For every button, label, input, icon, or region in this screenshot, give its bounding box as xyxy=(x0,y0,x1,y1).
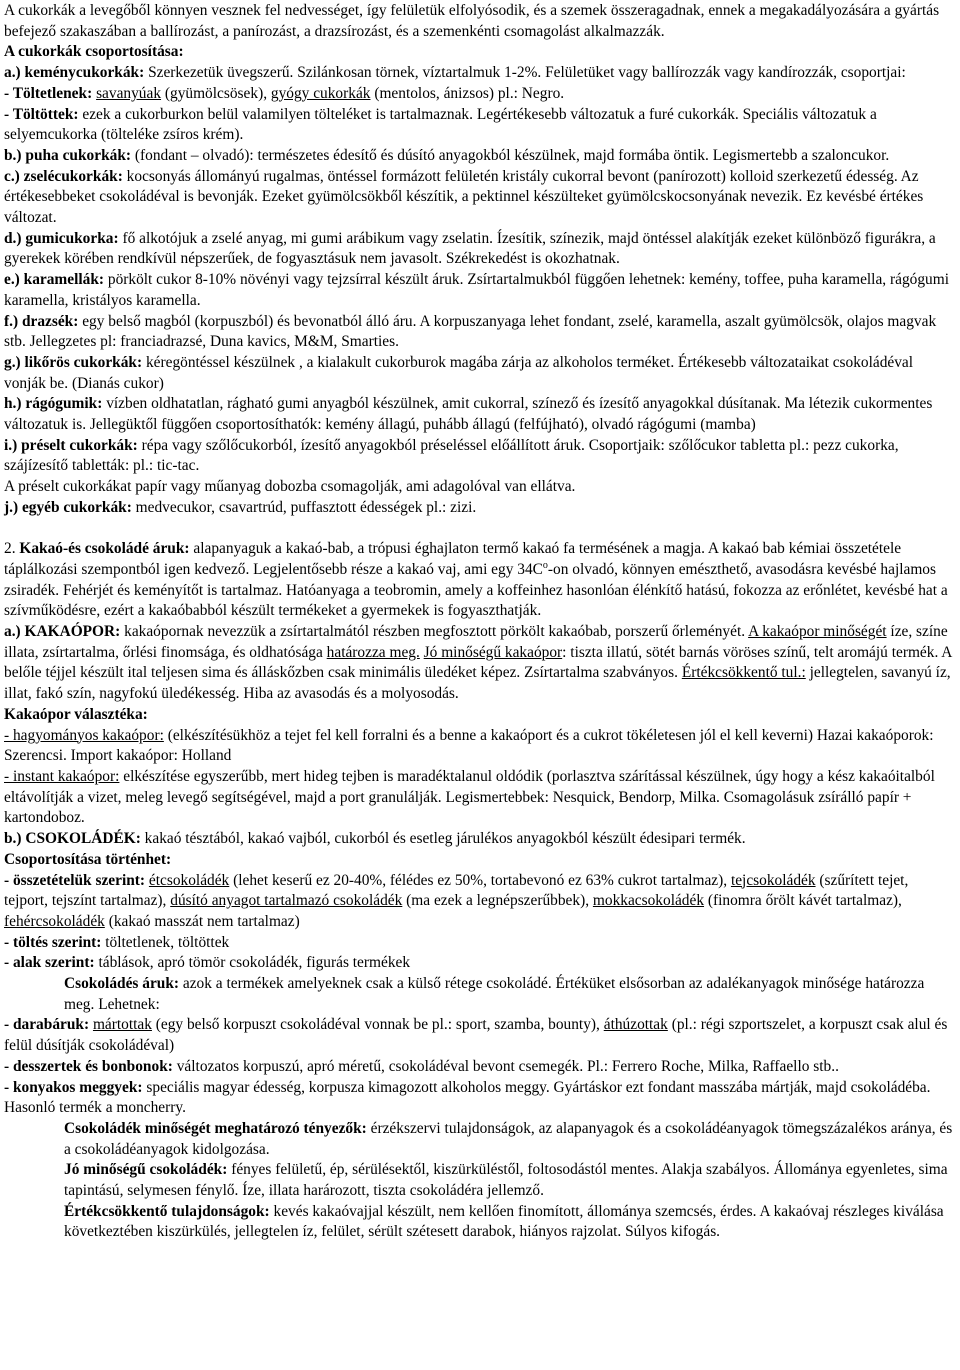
underlined-text: - instant kakaópor: xyxy=(4,768,120,785)
paragraph xyxy=(4,705,956,726)
text-run: (gyümölcsösek), xyxy=(161,84,271,102)
paragraph xyxy=(4,270,956,311)
bold-text: - alak szerint: xyxy=(4,954,95,972)
paragraph-gap xyxy=(4,519,956,540)
text-run: töltetlenek, töltöttek xyxy=(101,933,230,951)
text-run: azok a termékek amelyeknek csak a külső rétege csokoládé. Értéküket elsősorban az adalékanyagok minősége határozza meg. Lehetnek: xyxy=(64,975,925,1013)
underlined-text: mártottak xyxy=(92,1016,152,1034)
bold-text: - konyakos meggyek: xyxy=(4,1078,143,1096)
text-run: medvecukor, csavartrúd, puffasztott édességek pl.: zizi. xyxy=(131,498,477,516)
bold-text: b.) puha cukorkák: xyxy=(4,146,132,164)
text-run: elkészítése egyszerűbb, mert hideg tejben is maradéktalanul oldódik (porlasztva szárítással készülnek, úgy hogy a kész kakaóitalból eltávolítják a vizet, meleg levegő segítségével, majd a port granulálják. Legismertebbek: Nesquick, Bendorp, Milka. Csomagolásuk zsírálló papír + kartondoboz. xyxy=(4,768,935,827)
paragraph xyxy=(4,1202,956,1243)
text-run: kakaó tésztából, kakaó vajból, cukorból és esetleg járulékos anyagokból készült édesipari termék. xyxy=(140,830,746,848)
bold-text: d.) gumicukorka: xyxy=(4,229,119,247)
underlined-text: gyógy cukorkák xyxy=(270,84,371,102)
text-run: ezek a cukorburkon belül valamilyen tölteléket is tartalmaznak. Legértékesebb változatuk a furé cukorkák. Speciális változatuk a selyemcukorka (tölteléke zsíros krém). xyxy=(4,105,877,144)
text-run: (lehet keserű ez 20-40%, félédes ez 50%, tortabevonó ez 63% cukrot tartalmaz), xyxy=(229,871,731,889)
underlined-text: határozza meg. xyxy=(326,643,420,661)
bold-text: Csoportosítása történhet: xyxy=(4,850,172,868)
text-run: (szűrített tejet, tejport, tejszínt tartalmaz), xyxy=(4,871,909,910)
text-run: kocsonyás állományú rugalmas, öntéssel formázott felületén kristály cukorral bevont (panírozott) kolloid szerkezetű édesség. Az értékesebbeket csokoládéval is bevonják. Ezeket gyümölcsökből készítik, a pektinnel készülteket gyümölcskocsonyának nevezik. Ez kevésbé értékes változat. xyxy=(4,167,924,227)
text-run: (kakaó masszát nem tartalmaz) xyxy=(104,912,300,930)
underlined-text: - hagyományos kakaópor: xyxy=(4,726,164,744)
paragraph xyxy=(4,312,956,353)
underlined-text: fehércsokoládék xyxy=(4,912,105,930)
bold-text: Kakaópor választéka: xyxy=(4,705,148,723)
paragraph xyxy=(4,394,956,435)
underlined-text: A kakaópor minőségét xyxy=(748,623,887,641)
superscript-text: o xyxy=(542,559,548,571)
paragraph xyxy=(4,829,956,850)
paragraph xyxy=(4,1078,956,1119)
paragraph xyxy=(4,42,956,63)
bold-text: i.) préselt cukorkák: xyxy=(4,436,138,454)
underlined-text: tejcsokoládék xyxy=(730,871,816,889)
paragraph xyxy=(4,498,956,519)
text-run: (pl.: régi szportszelet, a korpuszt csak alul és felül dúsítják csokoládéval) xyxy=(4,1016,948,1055)
paragraph xyxy=(4,767,956,829)
underlined-text: savanyúak xyxy=(96,84,162,102)
text-run: pörkölt cukor 8-10% növényi vagy tejzsírral készült áruk. Zsírtartalmukból függően lehetnek: kemény, toffee, puha karamella, rágógumi karamella, kristályos karamella. xyxy=(4,271,949,309)
text-run: (elkészítésükhöz a tejet fel kell forralni és a benne a kakaóport és a cukrot tökéletesen jól el kell keverni) Hazai kakaóporok: Szerencsi. Import kakaópor: Holland xyxy=(4,726,934,765)
paragraph xyxy=(4,1,956,42)
text-run: kakaópornak nevezzük a zsírtartalmától részben megfosztott pörkölt kakaóbab, porszerű őrleményét. xyxy=(120,623,749,641)
bold-text: Kakaó-és csokoládé áruk: xyxy=(19,540,190,558)
text-run: (finomra őrölt kávét tartalmaz), xyxy=(704,892,902,910)
text-run: : tiszta illatú, sötét barnás vöröses színű, telt aromájú termék. A belőle téjjel készült ital teljesen sima és álláskőzben csak minimális üledéket képez. Zsírtartalma szabványos. xyxy=(4,643,952,682)
text-run: (ma ezek a legnépszerűbbek), xyxy=(402,892,593,910)
underlined-text: Jó minőségű kakaópor xyxy=(423,643,563,661)
paragraph xyxy=(4,146,956,167)
text-run: változatos korpuszú, apró méretű, csokoládéval bevont csemegék. Pl.: Ferrero Roche, Milka, Raffaello stb.. xyxy=(172,1057,839,1075)
text-run: egy belső magból (korpuszból) és bevonatból álló áru. A korpuszanyaga lehet fondant, zselé, karamella, aszalt gyümölcsök, olajos magvak stb. Jellegzetes pl: franciadrazsé, Duna kavics, M&M, Smarties. xyxy=(4,312,937,351)
underlined-text: Értékcsökkentő tul.: xyxy=(681,664,806,682)
paragraph xyxy=(4,1119,956,1160)
text-run: -on olvadó, könnyen emészthető, avasodásra kevésbé hajlamos zsiradék. Fehérjét és keményítőt is tartalmaz. Hatóanyaga a teobromin, amely a koffeinhez hasonlóan élénkítő hatású, fokozza az erőnlétet, kevésbé hat a szívműködésre, ezért a kakaóbabból készült termékeket a gyermekek is fogyaszthatják. xyxy=(4,560,948,620)
text-run: speciális magyar édesség, korpusza kimagozott alkoholos meggy. Gyártáskor ezt fondant masszába mártják, majd csokoládéba. Hasonló termék a moncherry. xyxy=(4,1078,931,1117)
text-run: alapanyaguk a kakaó-bab, a trópusi éghajlaton termő kakaó fa termésének a magja. A kakaó bab kémiai összetétele táplálkozási szempontból igen kedvező. Legjelentősebb része a kakaó vaj, ami egy 34C xyxy=(4,540,902,578)
paragraph xyxy=(4,229,956,270)
text-run: vízben oldhatatlan, rágható gumi anyagból készülnek, amit cukorral, színező és ízesítő anyagokkal dúsítanak. Ma létezik cukormentes változatuk is. Jellegüktől függően csoportosíthatók: kemény állagú, puhább állagú (felfújható), olvadó rágógumi (mamba) xyxy=(4,395,933,434)
bold-text: e.) karamellák: xyxy=(4,271,105,289)
text-run: kéregöntéssel készülnek , a kialakult cukorburok magába zárja az alkoholos terméket. Értékesebb változataikat csokoládéval vonják be. (Dianás cukor) xyxy=(4,353,914,392)
underlined-text: dúsító anyagot tartalmazó csokoládék xyxy=(170,892,403,910)
text-run: (fondant – olvadó): természetes édesítő és dúsító anyagokból készülnek, majd formába öntik. Legismertebb a szaloncukor. xyxy=(131,146,890,164)
bold-text: c.) zselécukorkák: xyxy=(4,167,123,185)
paragraph xyxy=(4,933,956,954)
paragraph xyxy=(4,539,956,622)
text-run: jellegtelen, savanyú íz, illat, fakó szín, nagyfokú üledékesség. Hiba az avasodás és a molyosodás. xyxy=(4,664,951,703)
bold-text: Jó minőségű csokoládék: xyxy=(64,1161,228,1179)
text-run: érzékszervi tulajdonságok, az alapanyagok és a csokoládéanyagok tömegszázalékos aránya, és a csokoládéanyagok kidolgozása. xyxy=(64,1119,953,1158)
bold-text: - töltés szerint: xyxy=(4,933,102,951)
text-run: A préselt cukorkákat papír vagy műanyag dobozba csomagolják, ami adagolóval van ellátva. xyxy=(4,478,576,496)
bold-text: h.) rágógumik: xyxy=(4,395,103,413)
bold-text: b.) CSOKOLÁDÉK: xyxy=(4,830,141,848)
bold-text: - desszertek és bonbonok: xyxy=(4,1057,173,1075)
text-run: táblások, apró tömör csokoládék, figurás termékek xyxy=(94,954,411,972)
paragraph xyxy=(4,436,956,477)
paragraph xyxy=(4,850,956,871)
text-run: (mentolos, ánizsos) pl.: Negro. xyxy=(370,84,565,102)
paragraph xyxy=(4,622,956,705)
paragraph xyxy=(4,871,956,933)
bold-text: - Töltöttek: xyxy=(4,105,79,123)
bold-text: j.) egyéb cukorkák: xyxy=(4,498,132,516)
bold-text: g.) likőrös cukorkák: xyxy=(4,353,143,371)
text-run: répa vagy szőlőcukorból, ízesítő anyagokból préseléssel előállított áruk. Csoportjaik: szőlőcukor tabletta pl.: pezz cukorka, szájízesítő tabletták: pl.: tic-tac. xyxy=(4,436,899,475)
bold-text: - darabáruk: xyxy=(4,1016,90,1034)
paragraph xyxy=(4,84,956,105)
bold-text: a.) keménycukorkák: xyxy=(4,64,145,82)
paragraph xyxy=(4,105,956,146)
bold-text: a.) KAKAÓPOR: xyxy=(4,623,121,641)
text-run: kevés kakaóvajjal készült, nem kellően finomított, állománya szemcsés, érdes. A kakaóvaj részleges kiválása következtében kiszürkülés, jellegtelen íz, felület, sérült szétesett darabok, hiányos rajzolat. Súlyos kifogás. xyxy=(64,1202,944,1241)
bold-text: Értékcsökkentő tulajdonságok: xyxy=(64,1202,270,1220)
paragraph xyxy=(4,167,956,229)
text-run: íze, színe illata, zsírtartalma, őrlési finomsága, és oldhatósága xyxy=(4,623,948,661)
paragraph xyxy=(4,1015,956,1056)
paragraph xyxy=(4,1057,956,1078)
bold-text: f.) drazsék: xyxy=(4,312,79,330)
bold-text: - Töltetlenek: xyxy=(4,84,93,102)
underlined-text: mokkacsokoládék xyxy=(592,892,705,910)
paragraph xyxy=(4,477,956,498)
text-run: fényes felületű, ép, sérülésektől, kiszürküléstől, foltosodástól mentes. Alakja szabályos. Állománya egyenletes, sima tapintású, selymesen fénylő. Íze, illata harározott, tiszta csokoládéra jellemző. xyxy=(64,1161,948,1200)
bold-text: Csokoládés áruk: xyxy=(64,975,180,993)
text-run: A cukorkák a levegőből könnyen vesznek fel nedvességet, így felületük elfolyósodik, és a szemek összeragadnak, ennek a megakadályozására a gyártás befejező szakaszában a ballírozást, a panírozást, a drazsírozást, és a szemenkénti csomagolást alkalmazzák. xyxy=(4,2,940,40)
text-run: Szerkezetük üvegszerű. Szilánkosan törnek, víztartalmuk 1-2%. Felületüket vagy ballírozzák vagy kandírozzák, csoportjai: xyxy=(144,64,906,82)
text-run: fő alkotójuk a zselé anyag, mi gumi arábikum vagy zselatin. Ízesítik, színezik, majd öntéssel alakítják ezeket különböző figurákra, a gyerekek körében rendkívül népszerűek, de fogyasztásuk nem javasolt. Székrekedést is okozhatnak. xyxy=(4,229,936,268)
text-run: (egy belső korpuszt csokoládéval vonnak be pl.: sport, szamba, bounty), xyxy=(151,1016,604,1034)
underlined-text: áthúzottak xyxy=(603,1016,668,1034)
paragraph xyxy=(4,1160,956,1201)
bold-text: - összetételük szerint: xyxy=(4,871,146,889)
bold-text: Csokoládék minőségét meghatározó tényezők: xyxy=(64,1119,367,1137)
paragraph xyxy=(4,974,956,1015)
bold-text: A cukorkák csoportosítása: xyxy=(4,43,184,61)
paragraph xyxy=(4,353,956,394)
underlined-text: étcsokoládék xyxy=(148,871,230,889)
paragraph xyxy=(4,953,956,974)
text-run: 2. xyxy=(4,540,20,558)
paragraph xyxy=(4,63,956,84)
paragraph xyxy=(4,726,956,767)
